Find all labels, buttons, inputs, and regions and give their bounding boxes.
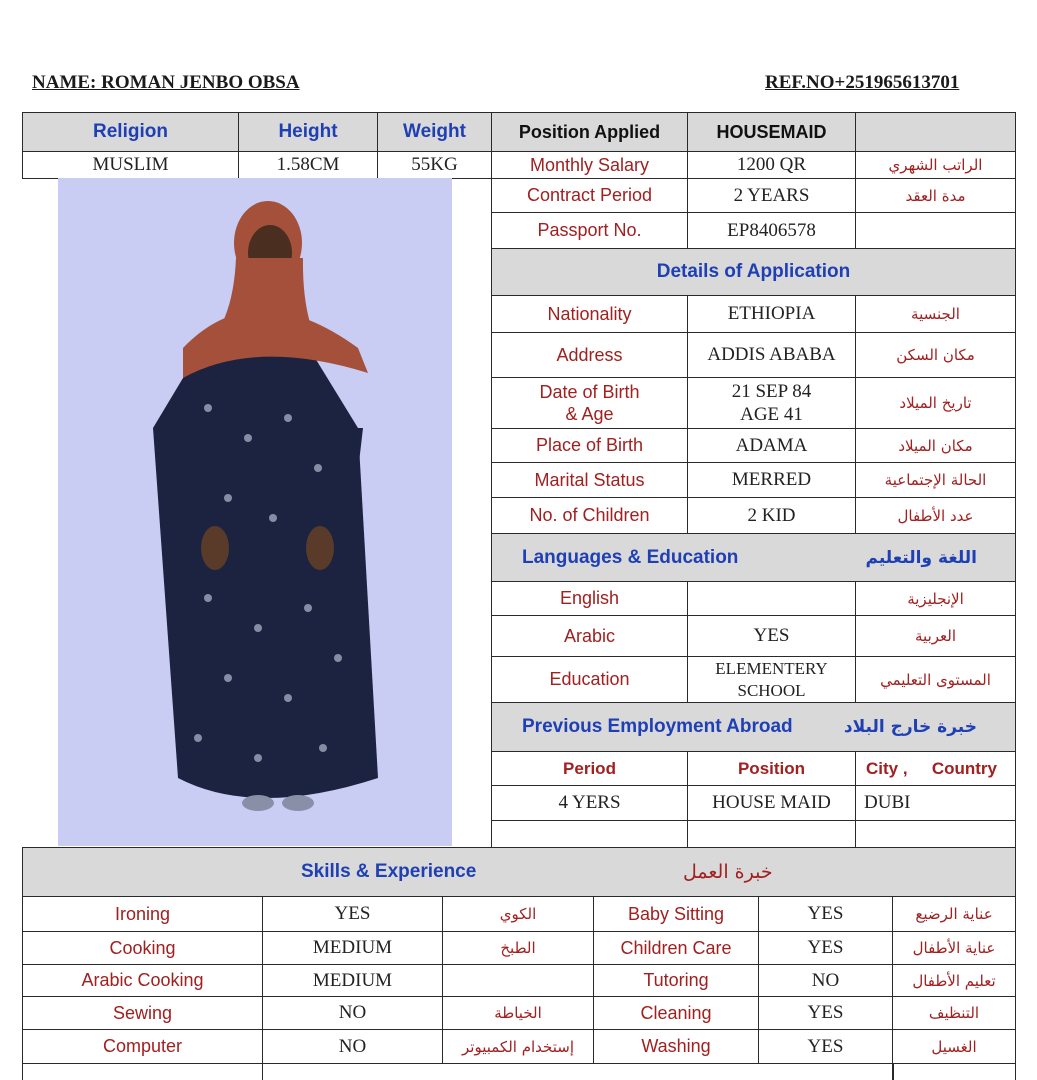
position-applied-value: HOUSEMAID	[687, 112, 856, 152]
contract-period-value: 2 YEARS	[687, 178, 856, 213]
place-of-birth-label: Place of Birth	[491, 428, 688, 463]
employment-position-value: HOUSE MAID	[687, 785, 856, 821]
employment-empty-cell	[491, 820, 688, 848]
applicant-photo	[58, 178, 452, 846]
skill-label: Cleaning	[593, 996, 759, 1030]
passport-empty-cell	[855, 212, 1016, 249]
position-empty-cell	[855, 112, 1016, 152]
arabic-ar: العربية	[855, 615, 1016, 657]
address-ar: مكان السكن	[855, 332, 1016, 378]
education-value-line1: ELEMENTERY	[715, 658, 828, 678]
contract-period-ar: مدة العقد	[855, 178, 1016, 213]
children-value: 2 KID	[687, 497, 856, 534]
skill-value: YES	[758, 896, 893, 932]
skill-label: Children Care	[593, 931, 759, 965]
passport-value: EP8406578	[687, 212, 856, 249]
nationality-label: Nationality	[491, 295, 688, 333]
address-label: Address	[491, 332, 688, 378]
position-applied-label: Position Applied	[491, 112, 688, 152]
monthly-salary-ar: الراتب الشهري	[855, 151, 1016, 179]
marital-status-ar: الحالة الإجتماعية	[855, 462, 1016, 498]
monthly-salary-value: 1200 QR	[687, 151, 856, 179]
dob-age-value	[687, 377, 856, 429]
arabic-value: YES	[687, 615, 856, 657]
english-label: English	[491, 581, 688, 616]
person-figure-icon	[58, 178, 452, 846]
dob-label-line1: Date of Birth	[539, 382, 640, 402]
skill-empty-cell	[22, 1063, 263, 1080]
place-of-birth-value: ADAMA	[687, 428, 856, 463]
skill-value: NO	[262, 996, 443, 1030]
skill-ar: عناية الرضيع	[892, 896, 1016, 932]
skill-ar	[442, 964, 594, 997]
age-value: AGE 41	[740, 404, 803, 425]
skill-ar: الطبخ	[442, 931, 594, 965]
skills-title-ar: خبرة العمل	[683, 861, 773, 883]
languages-title-ar: اللغة والتعليم	[865, 547, 977, 568]
details-section-title: Details of Application	[491, 248, 1016, 296]
place-of-birth-ar: مكان الميلاد	[855, 428, 1016, 463]
skill-label: Baby Sitting	[593, 896, 759, 932]
employment-empty-cell	[687, 820, 856, 848]
employment-title: Previous Employment Abroad	[522, 716, 793, 737]
employment-col-period: Period	[491, 751, 688, 786]
skill-value: NO	[758, 964, 893, 997]
marital-status-label: Marital Status	[491, 462, 688, 498]
skill-ar: تعليم الأطفال	[892, 964, 1016, 997]
employment-location-value: DUBI	[855, 785, 1016, 821]
education-label: Education	[491, 656, 688, 703]
employment-section-title	[491, 702, 1016, 752]
skill-label: Washing	[593, 1029, 759, 1064]
languages-title: Languages & Education	[522, 546, 739, 568]
employment-col-position: Position	[687, 751, 856, 786]
skill-empty-cell	[892, 1063, 1016, 1080]
skill-ar: الخياطة	[442, 996, 594, 1030]
skill-label: Arabic Cooking	[22, 964, 263, 997]
skill-label: Sewing	[22, 996, 263, 1030]
skill-value: YES	[758, 1029, 893, 1064]
address-value: ADDIS ABABA	[687, 332, 856, 378]
skill-ar: الكوي	[442, 896, 594, 932]
skills-title: Skills & Experience	[301, 861, 477, 882]
skill-value: YES	[262, 896, 443, 932]
skill-ar: عناية الأطفال	[892, 931, 1016, 965]
education-value	[687, 656, 856, 703]
employment-col-country: Country	[931, 758, 997, 778]
height-value: 1.58CM	[238, 151, 378, 179]
reference-number: REF.NO+251965613701	[765, 72, 960, 93]
applicant-name: NAME: ROMAN JENBO OBSA	[32, 72, 300, 93]
weight-value: 55KG	[377, 151, 492, 179]
children-label: No. of Children	[491, 497, 688, 534]
employment-period-value: 4 YERS	[491, 785, 688, 821]
dob-age-label	[491, 377, 688, 429]
nationality-value: ETHIOPIA	[687, 295, 856, 333]
employment-title-ar: خبرة خارج البلاد	[843, 717, 977, 737]
dob-ar: تاريخ الميلاد	[855, 377, 1016, 429]
skill-value: YES	[758, 931, 893, 965]
religion-value: MUSLIM	[22, 151, 239, 179]
english-ar: الإنجليزية	[855, 581, 1016, 616]
languages-section-title	[491, 533, 1016, 582]
english-value	[687, 581, 856, 616]
religion-label: Religion	[22, 112, 239, 152]
monthly-salary-label: Monthly Salary	[491, 151, 688, 179]
height-label: Height	[238, 112, 378, 152]
education-value-line2: SCHOOL	[737, 680, 806, 700]
children-ar: عدد الأطفال	[855, 497, 1016, 534]
nationality-ar: الجنسية	[855, 295, 1016, 333]
skill-value: NO	[262, 1029, 443, 1064]
skill-ar: التنظيف	[892, 996, 1016, 1030]
skill-label: Tutoring	[593, 964, 759, 997]
weight-label: Weight	[377, 112, 492, 152]
skill-label: Ironing	[22, 896, 263, 932]
skill-ar: الغسيل	[892, 1029, 1016, 1064]
employment-col-location	[855, 751, 1016, 786]
skills-section-title	[22, 847, 1016, 897]
skill-value: MEDIUM	[262, 931, 443, 965]
skill-value: MEDIUM	[262, 964, 443, 997]
skill-empty-cell	[262, 1063, 894, 1080]
employment-empty-cell	[855, 820, 1016, 848]
education-ar: المستوى التعليمي	[855, 656, 1016, 703]
skill-label: Cooking	[22, 931, 263, 965]
dob-label-line2: & Age	[565, 404, 614, 424]
skill-ar: إستخدام الكمبيوتر	[442, 1029, 594, 1064]
dob-value: 21 SEP 84	[731, 381, 812, 402]
contract-period-label: Contract Period	[491, 178, 688, 213]
arabic-label: Arabic	[491, 615, 688, 657]
employment-col-city: City ,	[866, 758, 908, 778]
passport-label: Passport No.	[491, 212, 688, 249]
skill-label: Computer	[22, 1029, 263, 1064]
skill-value: YES	[758, 996, 893, 1030]
marital-status-value: MERRED	[687, 462, 856, 498]
